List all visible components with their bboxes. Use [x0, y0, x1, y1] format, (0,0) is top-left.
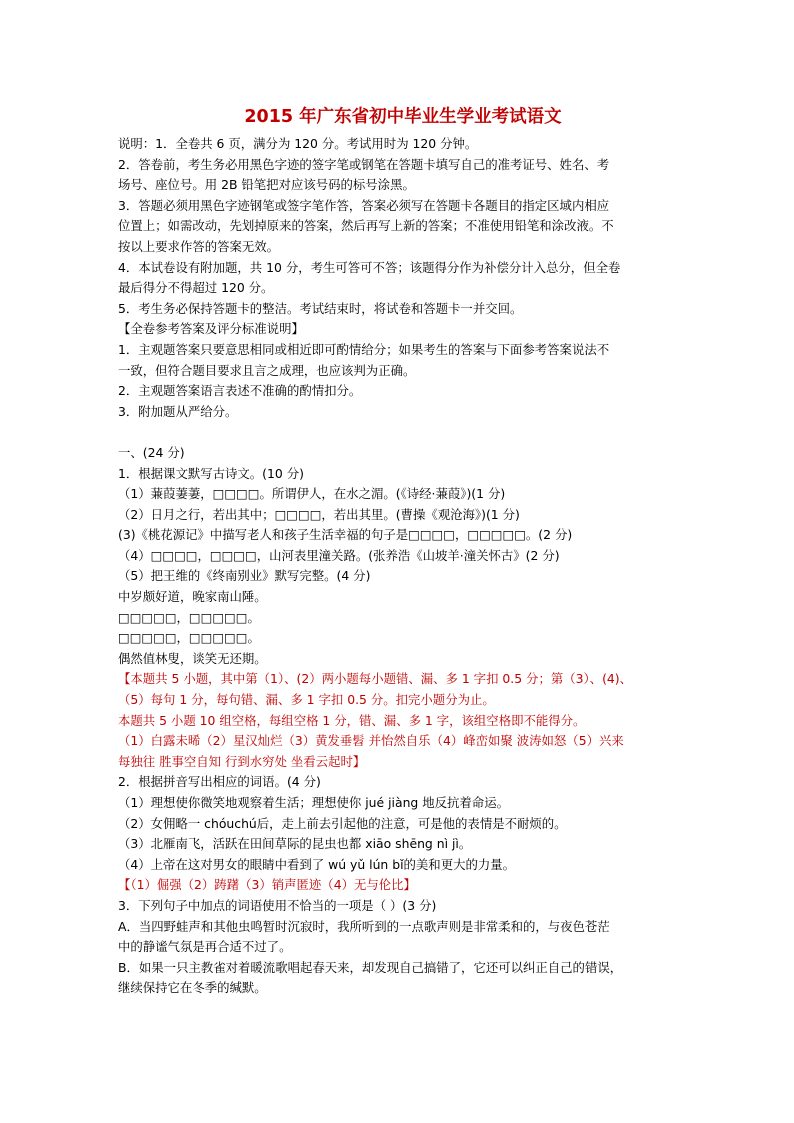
text-line: （1）理想使你微笑地观察着生活；理想使你 jué jiàng 地反抗着命运。: [118, 795, 509, 810]
text-line: 最后得分不得超过 120 分。: [118, 280, 274, 296]
text-line: □□□□□，□□□□□。: [118, 630, 260, 646]
text-line: 3．下列句子中加点的词语使用不恰当的一项是（ ）(3 分): [118, 897, 437, 913]
text-line: 场号、座位号。用 2B 铅笔把对应该号码的标号涂黑。: [118, 177, 415, 193]
text-line: 3．答题必须用黑色字迹钢笔或签字笔作答，答案必须写在答题卡各题目的指定区域内相应: [118, 197, 610, 213]
text-line: 1．主观题答案只要意思相同或相近即可酌情给分；如果考生的答案与下面参考答案说法不: [118, 341, 610, 357]
text-line: 4．本试卷设有附加题，共 10 分，考生可答可不答；该题得分作为补偿分计入总分，但全卷: [118, 259, 621, 275]
answer-line: 【（1）倔强（2）踌躇（3）销声匿迹（4）无与伦比】: [118, 877, 416, 893]
document-page: [118, 104, 688, 999]
text-line: （5）把王维的《终南别业》默写完整。(4 分): [118, 568, 371, 584]
text-line: （2）日月之行，若出其中；□□□□，若出其里。(曹操《观沧海》)(1 分): [118, 506, 520, 522]
text-line: 继续保持它在冬季的缄默。: [118, 980, 267, 996]
text-line: 2．主观题答案语言表述不准确的酌情扣分。: [118, 383, 362, 399]
text-line: 5．考生务必保持答题卡的整洁。考试结束时，将试卷和答题卡一并交回。: [118, 300, 523, 316]
text-line: 位置上；如需改动，先划掉原来的答案，然后再写上新的答案；不准使用铅笔和涂改液。不: [118, 218, 614, 234]
text-line: 2．答卷前，考生务必用黑色字迹的签字笔或钢笔在答题卡填写自己的准考证号、姓名、考: [118, 156, 610, 172]
text-line: 1．根据课文默写古诗文。(10 分): [118, 465, 304, 481]
text-line: （2）女佣略一 chóuchú后，走上前去引起他的注意，可是他的表情是不耐烦的。: [118, 815, 567, 831]
text-line: 偶然值林叟，谈笑无还期。: [118, 650, 267, 666]
text-line: 中岁颇好道，晚家南山陲。: [118, 589, 267, 605]
answer-line: 【本题共 5 小题，其中第（1）、(2）两小题每小题错、漏、多 1 字扣 0.5 分；第（3）、(4)、: [118, 671, 633, 687]
text-line: 【全卷参考答案及评分标准说明】: [118, 321, 304, 337]
page-title: 2015 年广东省初中毕业生学业考试语文: [244, 107, 562, 127]
text-line: 一、(24 分): [118, 444, 185, 460]
text-line: （3）北雁南飞，活跃在田间草际的昆虫也都 xiāo shēng nì jì。: [118, 836, 472, 852]
text-line: 中的静谧气氛是再合适不过了。: [118, 939, 292, 955]
answer-line: （1）白露未晞（2）星汉灿烂（3）黄发垂髫 并怡然自乐（4）峰峦如聚 波涛如怒（5）兴来: [118, 733, 624, 749]
text-line: □□□□□，□□□□□。: [118, 609, 260, 625]
text-line: （4）□□□□，□□□□，山河表里潼关路。(张养浩《山坡羊·潼关怀古》(2 分): [118, 547, 560, 563]
text-line: [118, 422, 688, 443]
text-line: 按以上要求作答的答案无效。: [118, 238, 280, 254]
answer-line: 本题共 5 小题 10 组空格，每组空格 1 分，错、漏、多 1 字，该组空格即不能得分。: [118, 712, 586, 728]
answer-line: （5）每句 1 分，每句错、漏、多 1 字扣 0.5 分。扣完小题分为止。: [118, 692, 495, 708]
text-line: （1）蒹葭萋萋，□□□□。所谓伊人，在水之湄。(《诗经·蒹葭》)(1 分): [118, 486, 506, 502]
text-line: B．如果一只主教雀对着暖流歌唱起春天来，却发现自己搞错了，它还可以纠正自己的错误，: [118, 959, 623, 975]
text-line: 2．根据拼音写出相应的词语。(4 分): [118, 774, 321, 790]
answer-line: 每独往 胜事空自知 行到水穷处 坐看云起时】: [118, 753, 366, 769]
text-line: (3)《桃花源记》中描写老人和孩子生活幸福的句子是□□□□，□□□□□。(2 分): [118, 527, 573, 543]
text-line: 说明：1．全卷共 6 页，满分为 120 分。考试用时为 120 分钟。: [118, 136, 478, 151]
text-line: 3．附加题从严给分。: [118, 403, 238, 419]
document-body: [118, 134, 688, 999]
text-line: A．当四野蛙声和其他虫鸣暂时沉寂时，我所听到的一点歌声则是非常柔和的，与夜色苍茫: [118, 918, 610, 934]
text-line: （4）上帝在这对男女的眼睛中看到了 wú yǔ lún bǐ的美和更大的力量。: [118, 856, 516, 872]
text-line: 一致，但符合题目要求且言之成理，也应该判为正确。: [118, 362, 416, 378]
